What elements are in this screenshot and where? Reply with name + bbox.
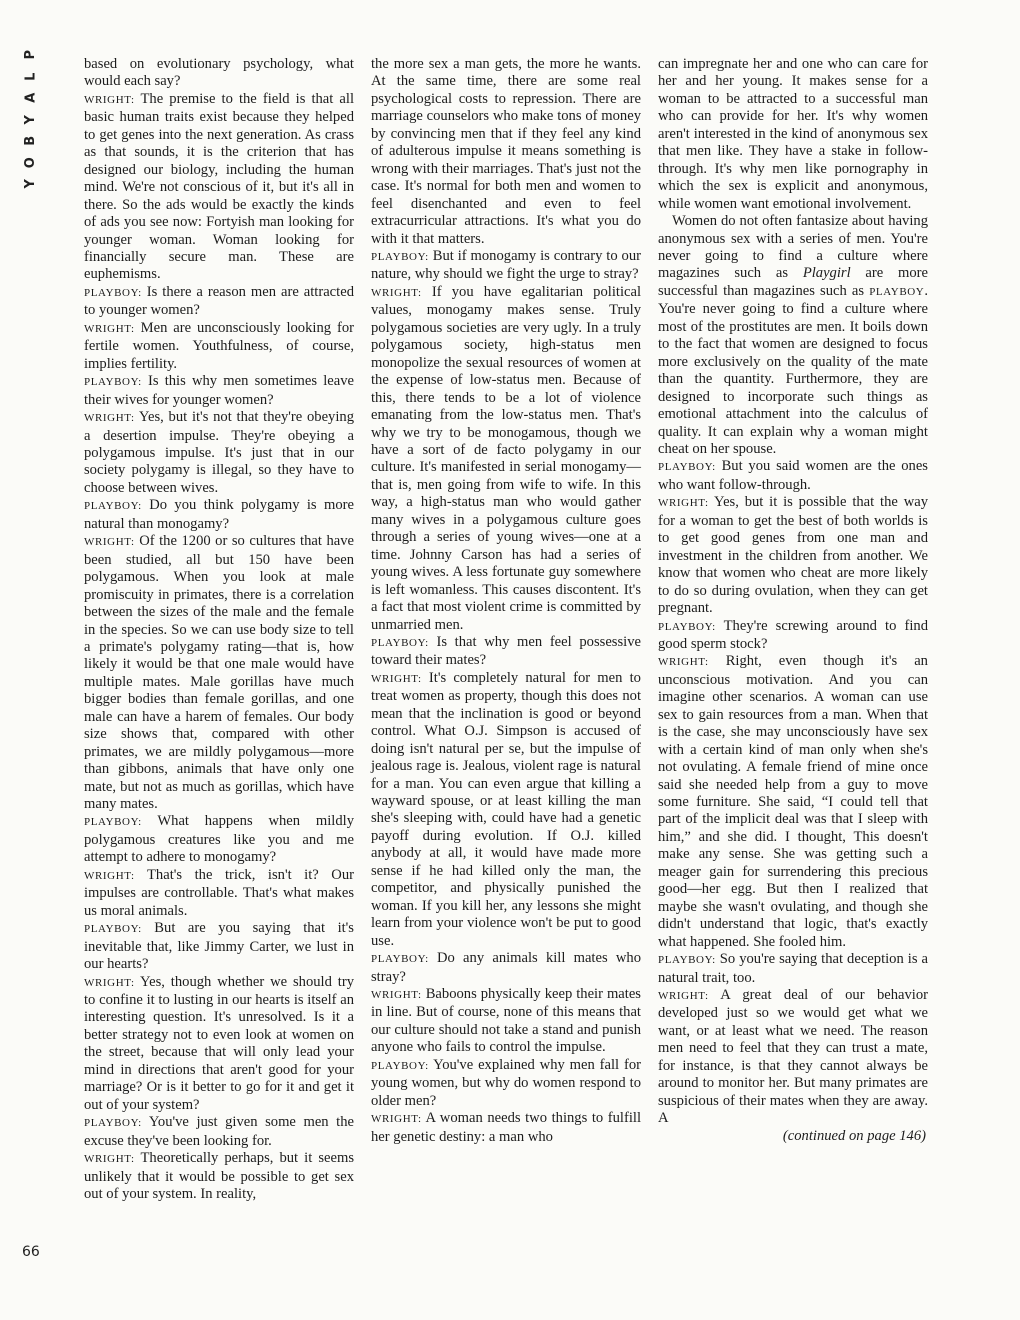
speaker-label: PLAYBOY: [84, 923, 142, 936]
speaker-label: PLAYBOY: [84, 1117, 142, 1130]
paragraph-text: Of the 1200 or so cultures that have been studied, all but 150 have been polygamous. When you look at male promiscuity in primates, there is a correlation between the sizes of the male and the female in the species. So we can use body size to tell a primate's polygamy rating—that is, how likely it would be that one male would have multiple mates. Male gorillas have much bigger bodies than female gorillas, and one male can have a harem of females. Our body size shows that, compared with other primates, we are mildly polygamous—more than gibbons, animals that have only one mate, but not as much as gorillas, which have many mates. [84, 533, 354, 813]
magazine-title: Playgirl [802, 265, 851, 282]
speaker-label: WRIGHT: [84, 322, 135, 335]
paragraph-text: You've explained why men fall for young women, but why do women respond to older men? [371, 1056, 641, 1109]
interview-paragraph [84, 1150, 354, 1203]
speaker-label: WRIGHT: [371, 1113, 422, 1126]
interview-paragraph [658, 951, 928, 987]
paragraph-text: Men are unconsciously looking for fertile women. Youthfulness, of course, implies fertility. [84, 319, 354, 372]
speaker-label: WRIGHT: [658, 497, 709, 510]
speaker-label: WRIGHT: [84, 412, 135, 425]
speaker-label: WRIGHT: [84, 536, 135, 549]
interview-paragraph [371, 950, 641, 986]
paragraph-text: That's the trick, isn't it? Our impulses are controllable. That's what makes us moral animals. [84, 866, 355, 919]
paragraph-text: can impregnate her and one who can care for her and her young. It makes sense for a woman to be attracted to a successful man who can provide for her. It's why women aren't interested in the kind of anonymous sex that men like. They have a stake in follow-through. It's why men like pornography in which the sex is explicit and anonymous, while women want emotional involvement. [658, 56, 928, 212]
speaker-label: WRIGHT: [658, 990, 709, 1003]
paragraph-text: But if monogamy is contrary to our nature, why should we fight the urge to stray? [371, 247, 641, 283]
speaker-label: PLAYBOY: [371, 250, 429, 263]
interview-paragraph [658, 987, 928, 1128]
text-column-1 [84, 56, 354, 1203]
speaker-label: PLAYBOY: [84, 376, 142, 389]
paragraph-text: Baboons physically keep their mates in line. But of course, none of this means that our culture should not take a stand and punish anyone who fails to control the impulse. [371, 986, 641, 1056]
interview-paragraph [371, 670, 641, 950]
speaker-label: WRIGHT: [84, 976, 135, 989]
speaker-label: PLAYBOY: [84, 286, 142, 299]
paragraph-text: If you have egalitarian political values, monogamy makes sense. Truly polygamous societies are very ugly. In a truly polygamous society, high-status men monopolize the sexual resources of women at the expense of low-status men. Because of this, there tends to be a lot of violence emanating from the low-status men. That's why we try to be monogamous, though we have a sort of de facto polygamy in our culture. It's manifested in serial monogamy—that is, men going from wife to wife. In this way, a high-status man who would gather many wives in a polygamous culture goes through a series of young wives—one at a time. Johnny Carson has had a series of young wives. A less fortunate guy somewhere is left womanless. This causes discontent. It's a fact that most violent crime is committed by unmarried men. [371, 283, 642, 633]
page-number: 66 [22, 1244, 40, 1260]
interview-paragraph [371, 1057, 641, 1110]
paragraph-text: But are you saying that it's inevitable that, like Jimmy Carter, we lust in our hearts? [84, 920, 354, 973]
interview-paragraph [658, 458, 928, 494]
text-column-2 [371, 56, 641, 1146]
interview-paragraph [371, 248, 641, 284]
interview-paragraph [84, 409, 354, 497]
speaker-label: WRIGHT: [84, 1153, 135, 1166]
speaker-label: PLAYBOY: [658, 461, 716, 474]
interview-paragraph [371, 1110, 641, 1146]
paragraph-text: What happens when mildly polygamous creatures like you and me attempt to adhere to monogamy? [84, 813, 355, 866]
interview-paragraph [658, 618, 928, 654]
speaker-label: WRIGHT: [84, 93, 135, 106]
speaker-label: WRIGHT: [371, 286, 422, 299]
spine-letter: Y [23, 114, 39, 124]
paragraph-text: Theoretically perhaps, but it seems unlikely that it would be possible to get sex out of your system. In reality, [84, 1150, 355, 1202]
paragraph-text: Women do not often fantasize about having anonymous sex with a series of men. You're never going to find a culture where magazines such as [658, 213, 928, 282]
paragraph-text: It's completely natural for men to treat women as property, though this does not mean that the inclination is good or beyond control. What O.J. Simpson is accused of doing isn't natural per se, but the impulse of jealous rage is. Jealous, violent rage is natural for a man. You can even argue that killing a wayward spouse, or at least killing the man she's sleeping with, could have had a genetic payoff during evolution. If O.J. killed anybody at all, it would have made more sense if he had killed only the man, the competitor, and physically punished the woman. If you kill her, any lessons she might learn from your violence won't be put to good use. [371, 669, 641, 949]
interview-paragraph [84, 920, 354, 973]
interview-paragraph [84, 91, 354, 284]
interview-paragraph [371, 986, 641, 1057]
speaker-label: PLAYBOY: [84, 816, 142, 829]
interview-paragraph [658, 494, 928, 617]
paragraph-text: are more successful than magazines such as [658, 265, 928, 299]
interview-paragraph [84, 867, 354, 920]
interview-paragraph [84, 56, 354, 91]
spine-letter: A [23, 92, 39, 103]
interview-paragraph [658, 213, 928, 458]
spine-letter: Y [23, 179, 39, 189]
interview-paragraph [371, 284, 641, 634]
interview-paragraph [371, 56, 641, 248]
spine-letter: O [23, 156, 39, 168]
interview-paragraph [658, 653, 928, 951]
spine-letter: B [23, 135, 39, 146]
speaker-label: PLAYBOY: [658, 954, 716, 967]
interview-paragraph [84, 373, 354, 409]
magazine-spine [24, 44, 46, 195]
paragraph-text: A woman needs two things to fulfill her genetic destiny: a man who [371, 1110, 641, 1145]
interview-paragraph [658, 56, 928, 213]
paragraph-text: Right, even though it's an unconscious motivation. And you can imagine other scenarios. A woman can use sex to gain resources from a man. When that is the case, she may unconsciously have sex with a certain kind of man only when she's not ovulating. A female friend of mine once said she needed help from a guy to move some furniture. She said, “I could tell that part of the implicit deal was that I sleep with him,” and she did. I thought, This doesn't make any sense. She was getting such a meager gain for surrendering this precious good—her egg. But then I realized that maybe she wasn't ovulating, and though she didn't understand that logic, that's exactly what happened. She fooled him. [658, 653, 928, 950]
paragraph-text: based on evolutionary psychology, what would each say? [84, 56, 354, 90]
paragraph-text: Is this why men sometimes leave their wives for younger women? [84, 373, 354, 408]
paragraph-text: Do you think polygamy is more natural than monogamy? [84, 497, 354, 532]
speaker-label: WRIGHT: [658, 656, 709, 669]
paragraph-text: The premise to the field is that all basic human traits exist because they helped to get genes into the next generation. As crass as that sounds, it is the criterion that has designed our biology, including the human mind. We're not conscious of it, but it's all in there. So the ads would be exactly the kinds of ads you see now: Fortyish man looking for younger woman. Woman looking for financially secure man. These are euphemisms. [84, 90, 354, 283]
spine-letter: P [23, 49, 39, 60]
magazine-name: PLAYBOY [869, 285, 925, 298]
interview-paragraph [84, 497, 354, 533]
speaker-label: WRIGHT: [371, 672, 422, 685]
speaker-label: PLAYBOY: [658, 620, 716, 633]
speaker-label: PLAYBOY: [371, 953, 429, 966]
paragraph-text: Is there a reason men are attracted to younger women? [84, 283, 354, 319]
paragraph-text: But you said women are the ones who want follow-through. [658, 458, 928, 493]
speaker-label: PLAYBOY: [371, 636, 429, 649]
paragraph-text: Yes, though whether we should try to confine it to lusting in our hearts is itself an interesting question. It's unresolved. Is it a better strategy not to even look at women on the street, because that will only lead your mind in directions that aren't good for your marriage? Or is it better to go for it and get it out of your system? [84, 973, 354, 1113]
paragraph-text: . You're never going to find a culture where most of the prostitutes are men. It boils down to the fact that women are designed to focus more exclusively on the quality of the mate than the quantity. Furthermore, they are designed to incorporate such things as emotional attachment into the calculus of quality. It can explain why a woman might cheat on her spouse. [658, 282, 928, 457]
interview-paragraph [84, 320, 354, 373]
paragraph-text: Yes, but it is possible that the way for a woman to get the best of both worlds is to get good genes from one man and investment in the children from another. We know that women who cheat are more likely to do so during ovulation, when they can get pregnant. [658, 494, 929, 617]
interview-paragraph [84, 1114, 354, 1150]
interview-paragraph [84, 533, 354, 813]
paragraph-text: Is that why men feel possessive toward their mates? [371, 633, 641, 669]
paragraph-text: Yes, but it's not that they're obeying a desertion impulse. They're obeying a polygamous impulse. It's just that in our society polygamy is illegal, so they have to choose between wives. [84, 409, 355, 496]
paragraph-text: They're screwing around to find good sperm stock? [658, 617, 928, 652]
interview-paragraph [371, 634, 641, 670]
paragraph-text: Do any animals kill mates who stray? [371, 950, 641, 985]
interview-paragraph [84, 974, 354, 1115]
paragraph-text: A great deal of our behavior developed just so we would get what we want, or at least what we need. The reason men need to feel that they can trust a mate, for instance, is that they cannot always be around to monitor her. But many primates are suspicious of their mates when they are away. A [658, 987, 929, 1127]
interview-paragraph [84, 284, 354, 320]
speaker-label: WRIGHT: [371, 989, 422, 1002]
paragraph-text: You've just given some men the excuse they've been looking for. [84, 1114, 354, 1149]
interview-paragraph [84, 813, 354, 866]
continued-note: (continued on page 146) [782, 1127, 926, 1144]
spine-letter: L [23, 72, 39, 81]
paragraph-text: So you're saying that deception is a natural trait, too. [658, 951, 928, 986]
text-column-3 [658, 56, 928, 1145]
speaker-label: WRIGHT: [84, 869, 135, 882]
speaker-label: PLAYBOY: [84, 500, 142, 513]
speaker-label: PLAYBOY: [371, 1059, 429, 1072]
paragraph-text: the more sex a man gets, the more he wants. At the same time, there are some real psychological costs to repression. There are marriage counselors who make tons of money by convincing men that if they feel any kind of adulterous impulse it means something is wrong with their marriages. That's just not the case. It's normal for both men and women to feel disenchanted and even to feel extracurricular attractions. It's what you do with it that matters. [371, 56, 641, 247]
